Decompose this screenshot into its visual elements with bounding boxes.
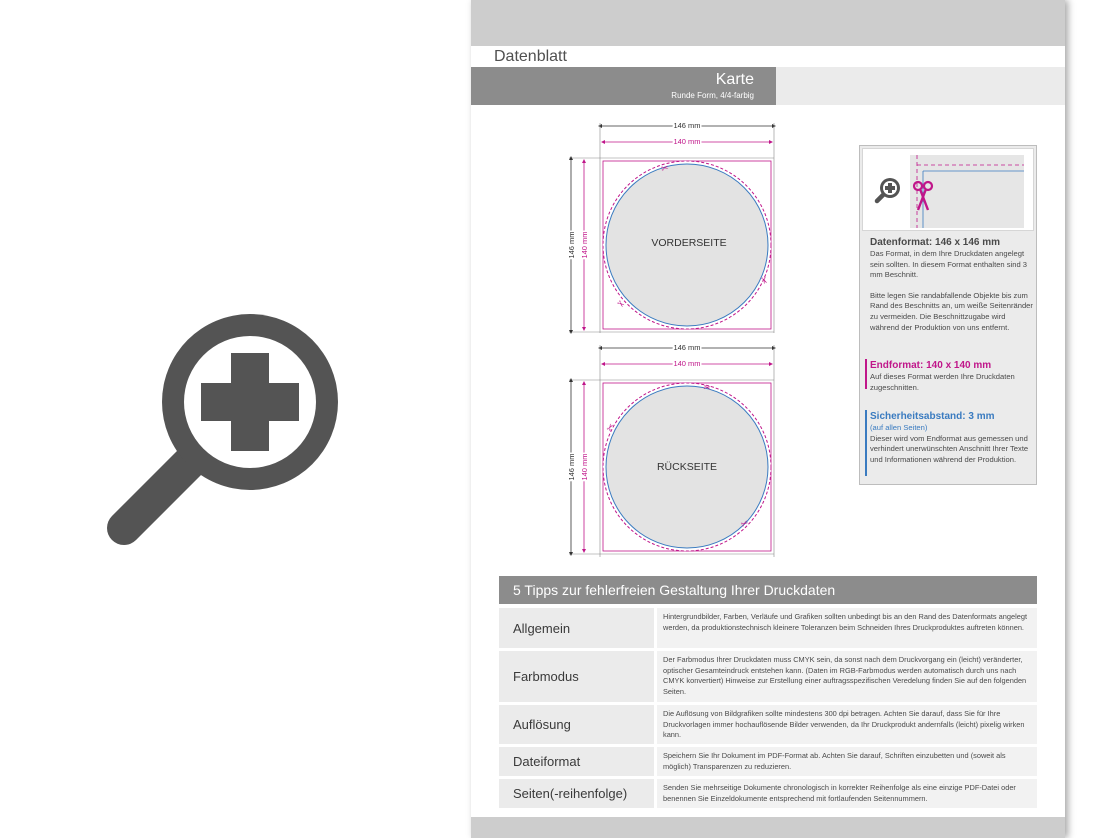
front-outer-height-label: 146 mm <box>567 231 576 259</box>
magnifier-plus-icon[interactable] <box>873 175 903 210</box>
front-inner-height-label: 140 mm <box>580 231 589 259</box>
front-outer-width-label: 146 mm <box>673 121 701 130</box>
product-subtitle: Runde Form, 4/4-farbig <box>671 91 754 100</box>
tip-text: Speichern Sie Ihr Dokument im PDF-Format ab. Achten Sie darauf, Schriften einzubetten und (soweit als möglich) Transparenzen zu reduzieren. <box>657 747 1037 776</box>
front-inner-width-label: 140 mm <box>673 137 701 146</box>
datenformat-title: Datenformat: 146 x 146 mm <box>870 237 1001 248</box>
back-side-label: RÜCKSEITE <box>656 461 718 473</box>
tip-row-aufloesung <box>499 705 1037 744</box>
tip-label: Allgemein <box>499 608 654 648</box>
tip-label: Seiten(-reihenfolge) <box>499 779 654 808</box>
front-side-label: VORDERSEITE <box>651 237 727 249</box>
tip-label: Auflösung <box>499 705 654 744</box>
datasheet-tab-label: Datenblatt <box>471 46 591 67</box>
tip-text: Hintergrundbilder, Farben, Verläufe und Grafiken sollten unbedingt bis an den Rand des Datenformats angelegt werden, da produktionstechnisch kleinere Toleranzen beim Schneiden Ihres Druckproduktes auftreten können. <box>657 608 1037 648</box>
datenformat-block <box>870 236 1034 333</box>
endformat-title: Endformat: 140 x 140 mm <box>870 360 992 371</box>
tip-row-allgemein <box>499 608 1037 648</box>
back-scissors-1: ✂ <box>702 382 712 394</box>
back-outer-width-label: 146 mm <box>673 343 701 352</box>
scissors-icon <box>912 180 934 217</box>
format-info-panel <box>859 145 1037 485</box>
front-scissors-1: ✂ <box>659 162 670 174</box>
tip-row-dateiformat <box>499 747 1037 776</box>
tip-text: Der Farbmodus Ihrer Druckdaten muss CMYK sein, da sonst nach dem Druckvorgang ein (leicht) veränderter, optischer Gesamteindruck entstehen kann. (Daten im RGB-Farbmodus werden automatisch durch uns nach CMYK konvertiert) Hinweise zur Erstellung einer auftragsspezifischen Veredelung finden Sie auf den folgenden Seiten. <box>657 651 1037 702</box>
back-scissors-2: ✂ <box>604 421 617 433</box>
format-diagram <box>557 118 797 568</box>
tip-label: Farbmodus <box>499 651 654 702</box>
datenformat-text: Das Format, in dem Ihre Druckdaten angelegt sein sollten. In diesem Format enthalten sind 3 mm Beschnitt. <box>870 249 1028 280</box>
zoom-in-icon[interactable] <box>104 300 356 548</box>
front-side-diagram <box>567 121 774 333</box>
datasheet-page <box>471 0 1065 838</box>
sicherheitsabstand-title: Sicherheitsabstand: 3 mm <box>870 411 995 422</box>
back-inner-width-label: 140 mm <box>673 359 701 368</box>
back-inner-height-label: 140 mm <box>580 453 589 481</box>
sicherheitsabstand-note: (auf allen Seiten) <box>870 423 928 432</box>
front-scissors-3: ✂ <box>758 275 771 286</box>
tips-header: 5 Tipps zur fehlerfreien Gestaltung Ihrer Druckdaten <box>499 576 1037 604</box>
tip-label: Dateiformat <box>499 747 654 776</box>
sheet-bottom-bar <box>471 817 1065 838</box>
sheet-top-bar <box>471 0 1065 46</box>
tip-text: Senden Sie mehrseitige Dokumente chronologisch in korrekter Reihenfolge als eine einzige PDF-Datei oder benennen Sie Einzeldokumente entsprechend mit fortlaufenden Seitennummern. <box>657 779 1037 808</box>
tip-row-seitenreihenfolge <box>499 779 1037 808</box>
back-outer-height-label: 146 mm <box>567 453 576 481</box>
front-scissors-2: ✂ <box>614 297 627 311</box>
format-preview <box>862 148 1034 231</box>
back-side-diagram <box>567 343 774 557</box>
datenformat-text-2: Bitte legen Sie randabfallende Objekte bis zum Rand des Beschnitts an, um weiße Seitenränder zu vermeiden. Die Beschnittzugabe wird während der Produktion von uns entfernt. <box>870 290 1033 332</box>
safety-bar <box>865 410 867 476</box>
sicherheitsabstand-text: Dieser wird vom Endformat aus gemessen und verhindert unerwünschten Anschnitt Ihrer Texte und Informationen während der Produktion. <box>870 433 1029 464</box>
title-bar <box>471 67 776 105</box>
endformat-bar <box>865 359 867 389</box>
endformat-block <box>870 359 1034 393</box>
tip-text: Die Auflösung von Bildgrafiken sollte mindestens 300 dpi betragen. Achten Sie darauf, dass Sie für Ihre Druckvorlagen immer hochauflösende Bilder verwenden, da Ihr Druckprodukt andernfalls (leicht) pixelig wirken kann. <box>657 705 1037 744</box>
product-title: Karte <box>715 71 754 88</box>
back-scissors-3: ✂ <box>739 517 751 530</box>
tip-row-farbmodus <box>499 651 1037 702</box>
tips-list <box>499 608 1037 811</box>
sicherheitsabstand-block <box>870 410 1034 465</box>
endformat-text: Auf dieses Format werden Ihre Druckdaten zugeschnitten. <box>870 372 1015 392</box>
